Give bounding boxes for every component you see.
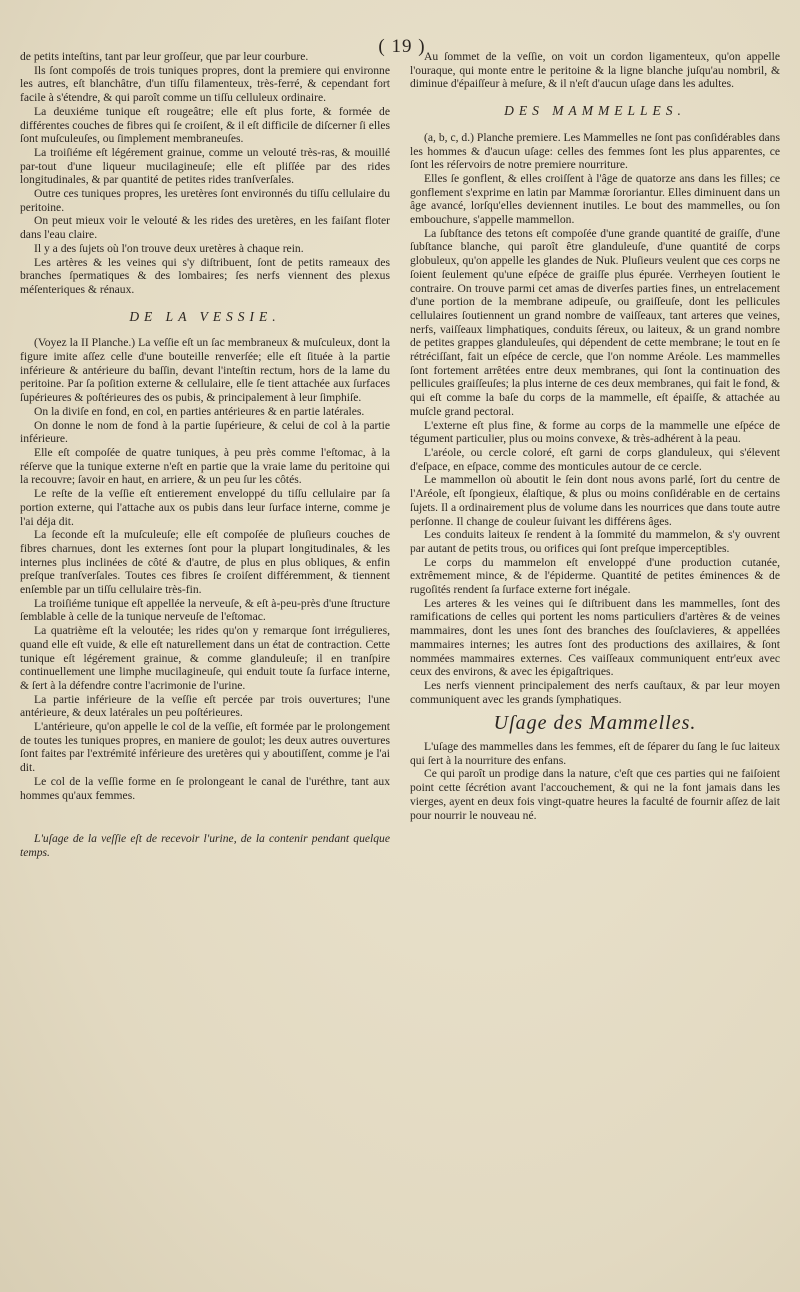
paragraph: On la diviſe en fond, en col, en parties antérieures & en partie latérales. bbox=[34, 404, 365, 418]
paragraph: Les arteres & les veines qui ſe diſtribuent dans les mammelles, ſont des ramifications de celles qui portent les noms particuliers d'artères & de veines mammaires, dont les unes ſont des branches des ſouſclavieres, & appellées mammaires internes; les autres ſont des productions des axillaires, & ſont nommées mammaires externes. Ces vaiſſeaux communiquent entr'eux avec ceux des environs, & avec les épigaſtriques. bbox=[410, 596, 780, 679]
paragraph: Ils ſont compoſés de trois tuniques propres, dont la premiere qui environne les autres, eſt blanchâtre, d'un tiſſu filamenteux, très-ferré, & cependant fort facile à s'étendre, & qui paroît comme un tiſſu celluleux ordinaire. bbox=[20, 63, 390, 105]
paragraph-italic: L'uſage de la veſſie eſt de recevoir l'urine, de la contenir pendant quelque temps. bbox=[20, 832, 390, 859]
paragraph: La ſeconde eſt la muſculeuſe; elle eſt compoſée de pluſieurs couches de fibres charnues, dont les externes ſont pour la plupart longitudinales, & les internes plus inclinées de côté & d'autre, de plus en plus obliques, & enfin preſque tranſverſales. Toutes ces fibres ſe croiſent différemment, & tiennent enſemble par un tiſſu cellulaire très-fin. bbox=[20, 528, 390, 597]
paragraph: Les nerfs viennent principalement des nerfs cauſtaux, & par leur moyen communiquent avec les grands ſymphatiques. bbox=[410, 678, 780, 706]
paragraph: Elles ſe gonflent, & elles croiſſent à l'âge de quatorze ans dans les filles; ce gonflement s'exprime en latin par Mammæ ſororiantur. Elles diminuent dans un âge avancé, lorſqu'elles deviennent inutiles. Le bout des mammelles, ou ſon embouchure, s'appelle mammellon. bbox=[410, 171, 780, 227]
paragraph: La quatrième eſt la veloutée; les rides qu'on y remarque ſont irrégulieres, quand elle eſt vuide, & elle eſt naturellement dans un état de contraction. Cette tunique eſt légérement grainue, & comme glanduleuſe; il en tranſpire continuellement une limphe mucilagineuſe, qui enduit toute ſa ſurface interne, & ſert à la défendre contre l'acrimonie de l'urine. bbox=[20, 624, 390, 692]
paragraph: L'externe eſt plus fine, & forme au corps de la mammelle une eſpéce de tégument particulier, plus ou moins convexe, & très-adhérent à la peau. bbox=[410, 418, 780, 446]
paragraph: La troiſiéme tunique eſt appellée la nerveuſe, & eſt à-peu-près d'une ſtructure ſemblable à celle de la tunique nerveuſe de l'eſtomac. bbox=[20, 596, 390, 624]
paragraph: L'antérieure, qu'on appelle le col de la veſſie, eſt formée par le prolongement de toutes les tuniques propres, en maniere de goulot; les deux autres ouvertures ſont faites par l'extrémité inférieure des uretères qui y aboutiſſent, comme je l'ai dit. bbox=[20, 720, 390, 775]
paragraph: L'aréole, ou cercle coloré, eſt garni de corps glanduleux, qui s'élevent d'eſpace, en eſpace, comme des monticules autour de ce cercle. bbox=[410, 445, 780, 473]
paragraph: Elle eſt compoſée de quatre tuniques, à peu près comme l'eſtomac, à la réſerve que la tunique externe n'eſt en partie que la vraie lame du peritoine qui la recouvre; ſavoir en haut, en arriere, & un peu ſur les côtés. bbox=[20, 445, 390, 487]
paragraph: de petits inteſtins, tant par leur groſſeur, que par leur courbure. bbox=[20, 50, 309, 63]
paragraph: La partie inférieure de la veſſie eſt percée par trois ouvertures; l'une antérieure, & deux latérales un peu poſtérieures. bbox=[20, 692, 390, 720]
paragraph: Au ſommet de la veſſie, on voit un cordon ligamenteux, qu'on appelle l'ouraque, qui monte entre le peritoine & la ligne blanche juſqu'au nombril, & diminue d'épaiſſeur à meſure, & il n'eſt d'aucun uſage dans les adultes. bbox=[410, 50, 780, 91]
paragraph: Les artères & les veines qui s'y diſtribuent, ſont de petits rameaux des branches ſpermatiques & des lombaires; ſes nerfs viennent des plexus méſenteriques & rénaux. bbox=[20, 255, 390, 296]
paragraph: On peut mieux voir le velouté & les rides des uretères, en les faiſant floter dans l'eau claire. bbox=[20, 214, 390, 242]
paragraph: La deuxiéme tunique eſt rougeâtre; elle eſt plus forte, & formée de différentes couches de fibres qui ſe croiſent, & il eſt difficile de diſcerner ſi elles ſont muſculeuſes, ou ſimplement membraneuſes. bbox=[20, 104, 390, 146]
paragraph: (Voyez la II Planche.) La veſſie eſt un ſac membraneux & muſculeux, dont la figure imite aſſez celle d'une bouteille renverſée; elle eſt ſituée à la partie inférieure & antérieure du baſſin, devant l'inteſtin rectum, hors de la lame du peritoine. Par ſa poſition externe & cellulaire, elle ſe tient attachée aux ſurfaces ſupérieures & poſtérieures des os pubis, & principalement à leur ſimphiſe. bbox=[20, 336, 390, 405]
paragraph: Le col de la veſſie forme en ſe prolongeant le canal de l'uréthre, tant aux hommes qu'aux femmes. bbox=[20, 774, 390, 802]
paragraph: On donne le nom de fond à la partie ſupérieure, & celui de col à la partie inférieure. bbox=[20, 418, 390, 446]
paragraph: Ce qui paroît un prodige dans la nature, c'eſt que ces parties qui ne faiſoient point cette ſécrétion avant l'accouchement, & qui ne la font jamais dans les vierges, ayent en deux fois vingt-quatre heures la faculté de fournir aſſez de lait pour nourrir le nouveau né. bbox=[410, 767, 780, 822]
paragraph: Il y a des ſujets où l'on trouve deux uretères à chaque rein. bbox=[34, 241, 304, 255]
paragraph: Le reſte de la veſſie eſt entierement enveloppé du tiſſu cellulaire par ſa portion externe, qui l'attache aux os pubis dans leur ſurface interne, comme je l'ai déja dit. bbox=[20, 487, 390, 528]
paragraph: (a, b, c, d.) Planche premiere. Les Mammelles ne ſont pas conſidérables dans les hommes & d'aucun uſage: celles des femmes ſont les plus apparentes, ce ſont les réſervoirs de notre premiere nourriture. bbox=[410, 130, 780, 172]
paragraph: Outre ces tuniques propres, les uretères ſont environnés du tiſſu cellulaire du peritoine. bbox=[20, 187, 390, 214]
paragraph: L'uſage des mammelles dans les femmes, eſt de ſéparer du ſang le ſuc laiteux qui ſert à la nourriture des enfans. bbox=[410, 740, 780, 767]
right-column bbox=[410, 50, 780, 822]
subsection-heading: Uſage des Mammelles. bbox=[493, 712, 697, 735]
section-heading: DE LA VESSIE. bbox=[129, 308, 281, 324]
left-column bbox=[20, 50, 390, 860]
paragraph: Les conduits laiteux ſe rendent à la ſommité du mammelon, & s'y ouvrent par autant de petits trous, ou orifices qui ſont preſque imperceptibles. bbox=[410, 528, 780, 555]
page-number: ( 19 ) bbox=[378, 36, 426, 57]
paragraph: Le mammellon où aboutit le ſein dont nous avons parlé, ſort du centre de l'Aréole, eſt ſpongieux, élaſtique, & plus ou moins conſidérable en de certains ſujets. Il a ordinairement plus de volume dans les nourrices que dans toute autre perſonne. Il change de couleur ſuivant les différens âges. bbox=[410, 473, 780, 528]
paragraph: Le corps du mammelon eſt enveloppé d'une production cutanée, extrêmement mince, & de l'épiderme. Quantité de petites éminences & de rugoſités rendent ſa ſurface externe fort inégale. bbox=[410, 555, 780, 597]
paragraph: La ſubſtance des tetons eſt compoſée d'une grande quantité de graiſſe, d'une ſubſtance blanche, qui paroît être glanduleuſe, d'une quantité de corps globuleux, qu'on appelle les glandes de Nuk. Pluſieurs veulent que ces corps ne ſoient ſeulement qu'une eſpéce de graiſſe plus épurée. Verrheyen ſoutient le contraire. On trouve parmi cet amas de diverſes parties fines, un entrelacement d'une portion de la membrane adipeuſe, ou graiſſeuſe, dont les pellicules cellulaires ſoutiennent un grand nombre de vaiſſeaux, tant arteres que veines, nerfs, vaiſſeaux limphatiques, conduits ſéreux, ou laiteux, & un grand nombre de petites grappes glanduleuſes, qui dépendent de cette membrane; le tout en ſe rétréciſſant, fait un eſpéce de cercle, que l'on nomme Aréole. Les mammelles ſont fortement arrêtées entre deux membranes, qui ſont la continuation des pellicules graiſſeuſes; la plus interne de ces deux membranes, qui fait le fond, & qui eſt comme la baſe du corps de la mammelle, eſt épaiſſe, & attachée au muſcle grand pectoral. bbox=[410, 226, 780, 418]
paragraph: La troiſiéme eſt légérement grainue, comme un velouté très-ras, & mouillé par-tout d'une liqueur mucilagineuſe; elle eſt pliſſée par des rides longitudinales, & par quantité de petites rides tranſverſales. bbox=[20, 145, 390, 187]
section-heading: DES MAMMELLES. bbox=[504, 103, 686, 119]
